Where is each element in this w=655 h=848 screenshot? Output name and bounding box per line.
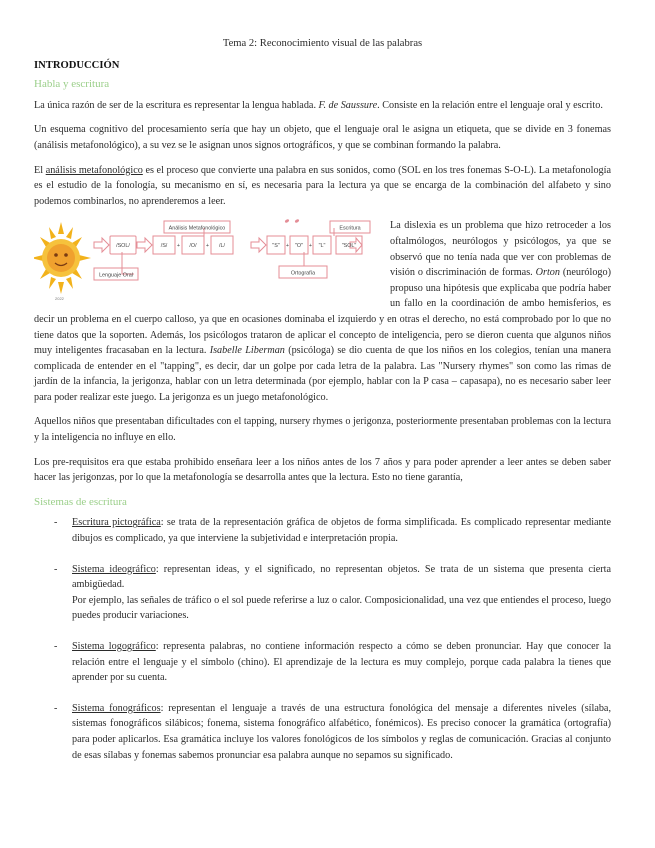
paragraph-6: Los pre-requisitos era que estaba prohibido enseñara leer a los niños antes de los 7 años y para poder aprender a leer antes se deben saber hacer las jerigonzas, por lo que la metafonología se desarrolla antes que la lectura. Esto no tiene garantía, (34, 456, 611, 484)
text-gr-sol: "SOL" (341, 243, 357, 250)
text-ph-o: /O/ (189, 243, 197, 250)
name-liberman: Isabelle Liberman (209, 345, 285, 357)
connector-lenguaje (122, 252, 134, 274)
label-escritura: Escritura (339, 225, 361, 232)
ideografico-example: Por ejemplo, las señales de tráfico o el sol puede referirse a luz o calor. Composicionalidad, una vez que entiendes el proceso, luego puedes producir variaciones. (72, 594, 611, 622)
intro-heading: INTRODUCCIÓN (34, 59, 120, 71)
text-ph-s: /S/ (160, 243, 168, 250)
paragraph-2: Un esquema cognitivo del procesamiento sería que hay un objeto, que el lenguaje oral le asigna un etiqueta, que se divide en 3 fonemas (análisis metafonológico), a su vez se le asignan unos signos ortográficos, y que se combinan formando la palabra. (34, 124, 611, 151)
sun-caption: 2022 (55, 296, 64, 302)
term-fonograficos: Sistema fonográficos (72, 702, 161, 714)
paragraph-4: La dislexia es un problema que hizo retroceder a los oftalmólogos, neurólogos y psicólogos, ya que se observó que no tenía nada que ver con problemas de visión o discriminación de formas. Orton (neurólogo) propuso una hipótesis que explicaba que podría haber un fallo en la coordinación de ambo hemisferios, es decir un problema en el cuerpo calloso, ya que en ocasiones dominaba el izquierdo y en otras el derecho, no está comprobado por lo que no tiene datos que la soporten. Además, los psicólogos trataron de aplicar el concepto de inteligencia, pero se dieron cuenta que algunos niños muy inteligentes fracasaban en la lectura. Isabelle Liberman (psicóloga) se dio cuenta de que los niños en los colegios, tenían una manera complicada de entender en el "tapping", es decir, dar un golpe por cada letra de la palabra. Las "Nursery rhymes" son como las rimas de jardín de la infancia, la jerigonza, hablar con un letra determinada (por ejemplo, hablar con la P casa – capasapa), no es necesario saber leer para poder realizar este juego. La jerigonza es un juego metafonológico. (34, 220, 612, 403)
text-plus-3: + (285, 243, 290, 250)
paragraph-1: La única razón de ser de la escritura es representar la lengua hablada. F. de Saussure. Consiste en la relación entre el lenguaje oral y escrito. (34, 99, 603, 111)
section-heading-sistemas: Sistemas de escritura (34, 495, 127, 508)
diagram-svg (34, 218, 382, 304)
term-ideografico: Sistema ideográfico (72, 563, 156, 575)
label-ortografia: Ortografía (290, 270, 316, 277)
text-plus-4: + (308, 243, 313, 250)
list-item: - Sistema logográfico: representa palabras, no contiene información respecto a cómo se deben pronunciar. Hay que conocer la relación entre el lenguaje y el símbolo (chino). El aprendizaje de la lectura es muy complejo, porque cada palabra la tienes que aprender por su cuenta. (54, 641, 612, 684)
list-item: - Escritura pictográfica: se trata de la representación gráfica de objetos de forma simplificada. Es complicado representar mediante dibujos es complicado, ya que interviene la subjetividad e interpretación propia. (54, 517, 611, 545)
paragraph-5: Aquellos niños que presentaban dificultades con el tapping, nursery rhymes o jerigonza, posteriormente presentaban problemas con la lectura y la inteligencia no influye en ello. (34, 416, 611, 444)
writing-systems-list (34, 515, 611, 763)
list-item: - Sistema fonográficos: representan el lenguaje a través de una estructura fonológica del mensaje a diferentes niveles (sílaba, sistemas fonográficos silábicos; fonema, sistema fonográfico alfabético, fonémicos). Es preciso conocer la gramática (ortografía) para poder aplicarlos. Esa gramática incluye los valores fonológicos de los símbolos y reglas de comunicación. Gracias al conjunto de esas sílabas y fonemas sabemos pronunciar esa palabra aunque no sepamos su significado. (54, 702, 612, 761)
author-saussure: F. de Saussure (318, 99, 378, 111)
arrow-2 (137, 238, 152, 252)
name-orton: Orton (535, 267, 560, 279)
text-plus-1: + (176, 243, 181, 250)
text-gr-s: "S" (272, 243, 280, 250)
term-analisis: análisis metafonológico (45, 164, 143, 176)
metaphonology-diagram (34, 218, 382, 304)
label-lenguaje-oral: Lenguaje Oral (99, 272, 133, 279)
arrow-3 (251, 238, 266, 252)
paragraph-3: El análisis metafonológico es el proceso que convierte una palabra en sus sonidos, como (SOL en los tres fonemas S-O-L). La metafonología es el estudio de la fonología, su mecanismo en sí, es necesaria para la lectura ya que se encarga de la combinación del alfabeto y sino podemos combinarlos, no aprenderemos a leer. (34, 164, 611, 207)
text-plus-2: + (205, 243, 210, 250)
list-item: - Sistema ideográfico: representan ideas, y el significado, no representan objetos. Se trata de un sistema que presenta cierta ambigüedad. Por ejemplo, las señales de tráfico o el sol puede referirse a luz o calor. Composicionalidad, una vez que entiendes el proceso, luego puedes producir variaciones. (54, 563, 611, 622)
term-pictografica: Escritura pictográfica (72, 517, 161, 529)
decorative-marks (284, 219, 299, 224)
document-title: Tema 2: Reconocimiento visual de las palabras (222, 38, 423, 49)
figure-paragraph (34, 218, 611, 414)
arrow-1 (94, 238, 109, 252)
text-box-sol: /SOL/ (116, 243, 130, 250)
label-analisis: Análisis Metafonológico (168, 225, 226, 232)
text-ph-l: /L/ (219, 243, 225, 250)
section-heading-habla: Habla y escritura (34, 78, 110, 91)
term-logografico: Sistema logográfico (72, 641, 156, 652)
text-gr-o: "O" (294, 243, 304, 250)
text-gr-l: "L" (318, 243, 326, 250)
sun-icon (34, 222, 91, 294)
